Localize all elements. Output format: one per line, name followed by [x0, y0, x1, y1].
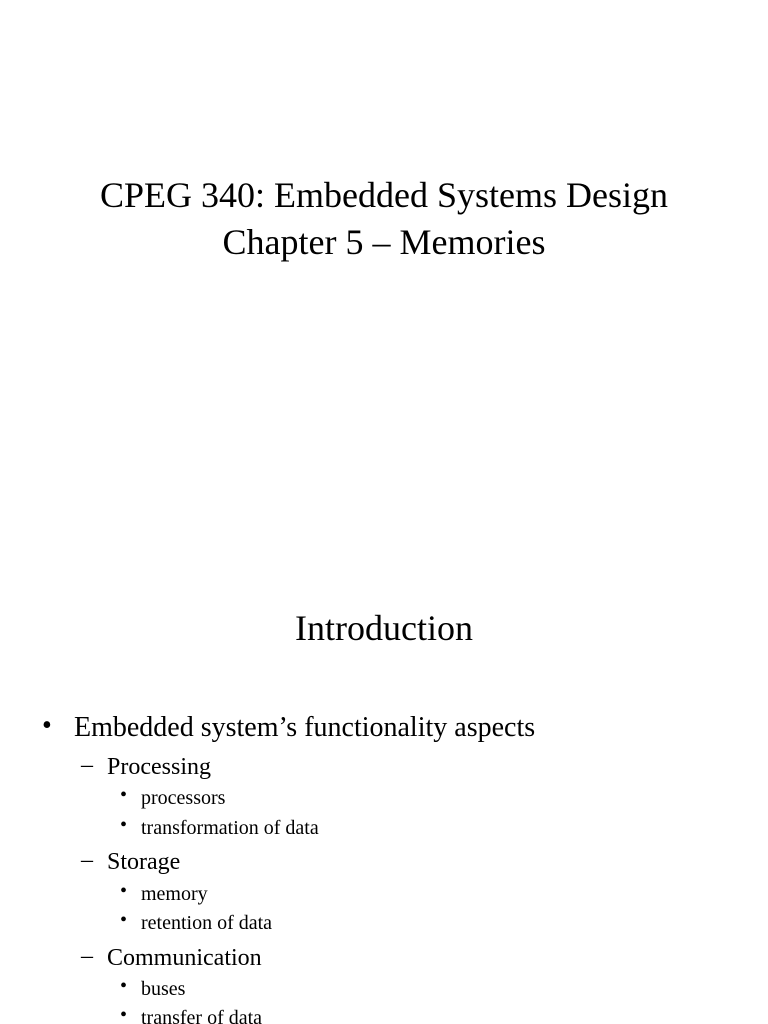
group-heading-storage: Storage [107, 849, 181, 875]
list-item: buses [141, 978, 186, 1000]
bullet-icon: • [120, 909, 128, 931]
list-item: processors [141, 787, 226, 809]
list-item: transfer of data [141, 1007, 263, 1024]
dash-icon: – [81, 752, 93, 778]
bullet-icon: • [120, 814, 128, 836]
slide-introduction [0, 576, 768, 1024]
dash-icon: – [81, 847, 93, 873]
group-heading-processing: Processing [107, 754, 211, 780]
chapter-title: Chapter 5 – Memories [222, 222, 546, 262]
list-item: transformation of data [141, 817, 319, 839]
introduction-heading: Introduction [295, 608, 473, 648]
bullet-icon: • [120, 975, 128, 997]
bullet-outline [0, 576, 768, 1024]
dash-icon: – [81, 943, 93, 969]
group-heading-communication: Communication [107, 945, 262, 971]
main-point: Embedded system’s functionality aspects [74, 712, 536, 743]
bullet-icon: • [120, 880, 128, 902]
bullet-icon: • [42, 710, 52, 741]
course-title: CPEG 340: Embedded Systems Design [100, 175, 668, 215]
bullet-icon: • [120, 1004, 128, 1024]
list-item: memory [141, 883, 208, 905]
slide-title-heading [0, 172, 768, 266]
bullet-icon: • [120, 784, 128, 806]
list-item: retention of data [141, 912, 273, 934]
